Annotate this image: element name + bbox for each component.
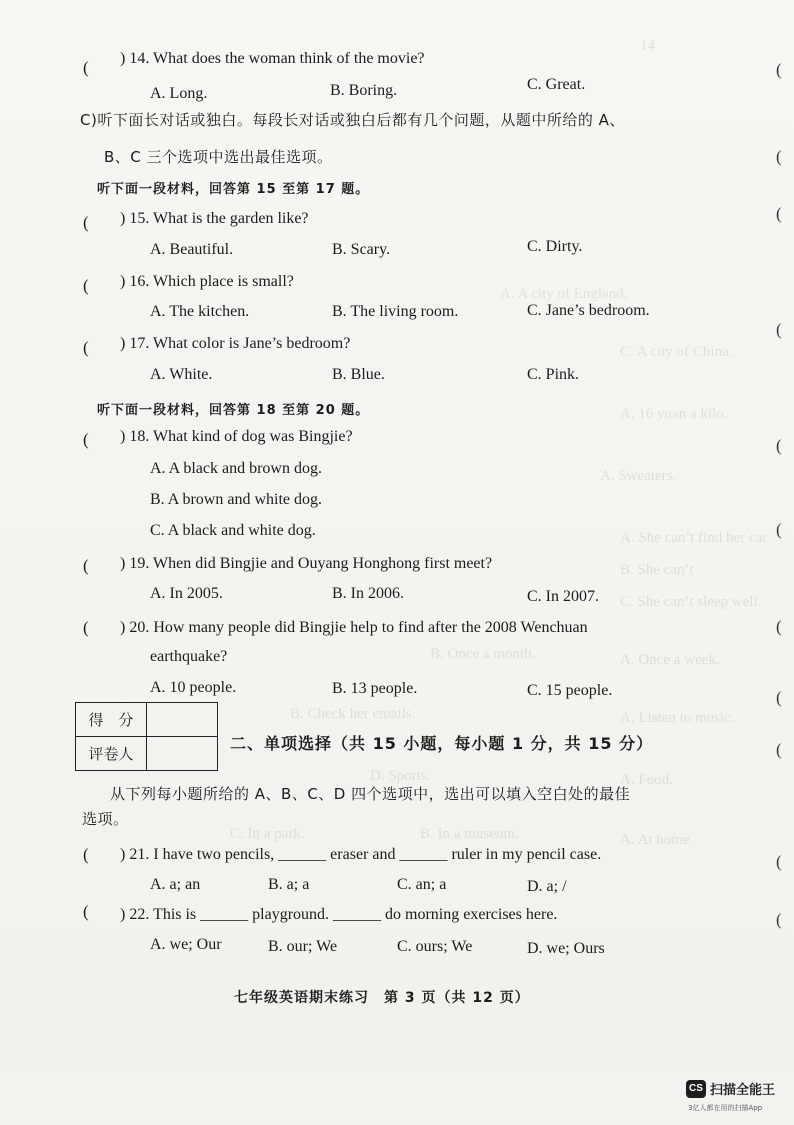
ghost-text: C. She can’t sleep well. <box>620 594 762 610</box>
ghost-text: A. At home. <box>620 832 694 848</box>
option-a: A. Beautiful. <box>150 241 234 258</box>
answer-paren[interactable]: ( <box>83 338 89 357</box>
option-a: A. a; an <box>150 876 201 893</box>
answer-paren[interactable]: ( <box>83 845 89 864</box>
option-a: A. 10 people. <box>150 679 237 696</box>
option-a: A. The kitchen. <box>150 303 250 320</box>
edge-paren: ( <box>776 60 782 79</box>
option-b: B. Scary. <box>332 241 391 258</box>
ghost-text: 14 <box>640 38 655 54</box>
edge-paren: ( <box>776 688 782 707</box>
option-b: B. The living room. <box>332 303 459 320</box>
question-14: ) 14. What does the woman think of the movie? <box>120 50 425 67</box>
option-a: A. A black and brown dog. <box>150 460 322 477</box>
option-b: B. A brown and white dog. <box>150 491 322 508</box>
ghost-text: C. In a park. <box>230 826 305 842</box>
option-a: A. Long. <box>150 85 208 102</box>
option-c: C. Great. <box>527 76 586 93</box>
answer-paren[interactable]: ( <box>83 902 89 921</box>
option-b: B. 13 people. <box>332 680 418 697</box>
answer-paren[interactable]: ( <box>83 213 89 232</box>
grader-label: 评卷人 <box>76 737 147 771</box>
grader-cell[interactable] <box>147 737 218 771</box>
option-b: B. our; We <box>268 938 338 955</box>
edge-paren: ( <box>776 617 782 636</box>
question-15: ) 15. What is the garden like? <box>120 210 309 227</box>
question-20: ) 20. How many people did Bingjie help to find after the 2008 Wenchuan <box>120 619 588 636</box>
option-c: C. 15 people. <box>527 682 613 699</box>
edge-paren: ( <box>776 740 782 759</box>
option-c: C. Pink. <box>527 366 580 383</box>
question-18: ) 18. What kind of dog was Bingjie? <box>120 428 353 445</box>
part-2-instructions-cont: 选项。 <box>82 810 129 828</box>
ghost-text: B. In a museum. <box>420 826 519 842</box>
answer-paren[interactable]: ( <box>83 556 89 575</box>
option-d: D. a; / <box>527 878 567 895</box>
option-c: C. ours; We <box>397 938 473 955</box>
edge-paren: ( <box>776 320 782 339</box>
score-table <box>75 702 218 771</box>
ghost-text: A. She can’t find her car. <box>620 530 771 546</box>
option-c: C. Dirty. <box>527 238 583 255</box>
edge-paren: ( <box>776 520 782 539</box>
option-b: B. Blue. <box>332 366 385 383</box>
part-2-instructions: 从下列每小题所给的 A、B、C、D 四个选项中，选出可以填入空白处的最佳 <box>110 785 631 803</box>
camscanner-tagline: 3亿人都在用的扫描App <box>688 1104 763 1112</box>
question-21: ) 21. I have two pencils, ______ eraser and ______ ruler in my pencil case. <box>120 846 602 863</box>
page-footer: 七年级英语期末练习 第 3 页（共 12 页） <box>234 990 530 1006</box>
ghost-text: C. A city of China. <box>620 344 733 360</box>
score-cell[interactable] <box>147 703 218 737</box>
ghost-text: B. Once a month. <box>430 646 536 662</box>
option-a: A. In 2005. <box>150 585 223 602</box>
material-heading: 听下面一段材料，回答第 15 至第 17 题。 <box>97 182 370 197</box>
answer-paren[interactable]: ( <box>83 618 89 637</box>
option-b: B. Boring. <box>330 82 398 99</box>
option-a: A. we; Our <box>150 936 222 953</box>
ghost-text: A. A city of England. <box>500 286 628 302</box>
option-c: C. an; a <box>397 876 447 893</box>
question-19: ) 19. When did Bingjie and Ouyang Honghong first meet? <box>120 555 493 572</box>
edge-paren: ( <box>776 204 782 223</box>
score-label: 得 分 <box>76 703 147 737</box>
ghost-text: A. Sweaters. <box>600 468 677 484</box>
question-17: ) 17. What color is Jane’s bedroom? <box>120 335 351 352</box>
camscanner-logo-icon: CS <box>686 1080 706 1098</box>
answer-paren[interactable]: ( <box>83 430 89 449</box>
question-16: ) 16. Which place is small? <box>120 273 294 290</box>
answer-paren[interactable]: ( <box>83 58 89 77</box>
ghost-text: A. Once a week. <box>620 652 720 668</box>
option-c: C. Jane’s bedroom. <box>527 302 650 319</box>
ghost-text: A. Listen to music. <box>620 710 735 726</box>
edge-paren: ( <box>776 910 782 929</box>
ghost-text: B. Check her emails. <box>290 706 416 722</box>
ghost-text: D. Sports. <box>370 768 431 784</box>
edge-paren: ( <box>776 852 782 871</box>
ghost-text: A. Food. <box>620 772 673 788</box>
answer-paren[interactable]: ( <box>83 276 89 295</box>
edge-paren: ( <box>776 436 782 455</box>
question-20-cont: earthquake? <box>150 648 228 665</box>
option-b: B. In 2006. <box>332 585 404 602</box>
edge-paren: ( <box>776 147 782 166</box>
option-c: C. In 2007. <box>527 588 599 605</box>
material-heading: 听下面一段材料，回答第 18 至第 20 题。 <box>97 403 370 418</box>
option-b: B. a; a <box>268 876 310 893</box>
option-c: C. A black and white dog. <box>150 522 316 539</box>
question-22: ) 22. This is ______ playground. ______ do morning exercises here. <box>120 906 558 923</box>
option-d: D. we; Ours <box>527 940 605 957</box>
ghost-text: B. She can’t <box>620 562 694 578</box>
camscanner-name: 扫描全能王 <box>710 1083 776 1098</box>
section-c-instructions-cont: B、C 三个选项中选出最佳选项。 <box>104 148 333 166</box>
ghost-text: A. 16 yuan a kilo. <box>620 406 728 422</box>
part-2-title: 二、单项选择（共 15 小题，每小题 1 分，共 15 分） <box>230 734 654 753</box>
section-c-instructions: C)听下面长对话或独白。每段长对话或独白后都有几个问题，从题中所给的 A、 <box>80 111 625 129</box>
option-a: A. White. <box>150 366 213 383</box>
